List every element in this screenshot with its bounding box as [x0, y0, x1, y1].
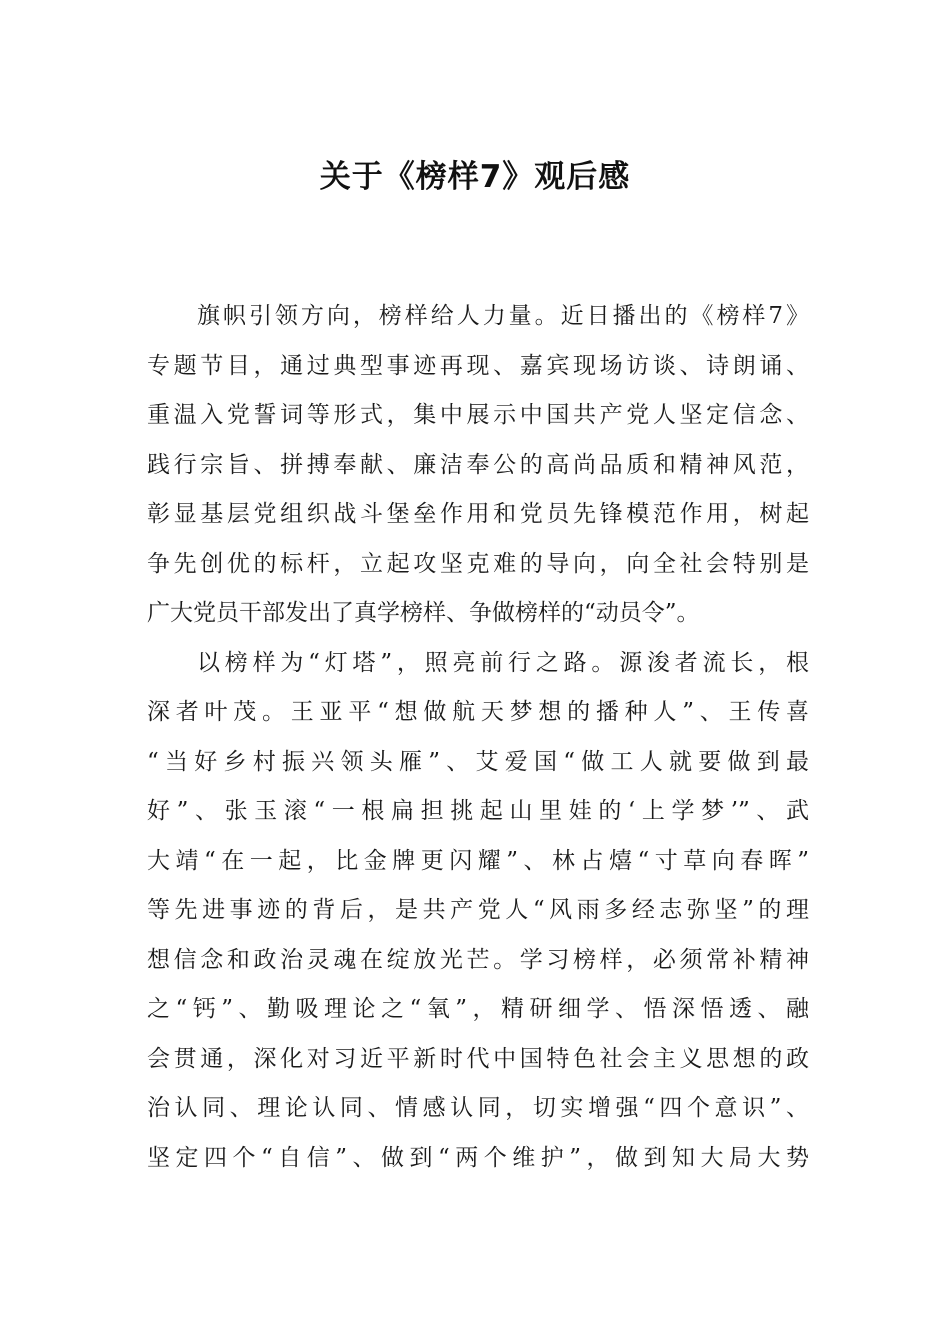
paragraph-line: 之“钙”、勤吸理论之“氧”，精研细学、悟深悟透、融: [147, 996, 809, 1022]
paragraph-line: 践行宗旨、拼搏奉献、廉洁奉公的高尚品质和精神风范，: [147, 451, 809, 478]
paragraph-line: 等先进事迹的背后，是共产党人“风雨多经志弥坚”的理: [147, 897, 809, 923]
paragraph-line: 治认同、理论认同、情感认同，切实增强“四个意识”、: [147, 1095, 809, 1121]
paragraph-line: 重温入党誓词等形式，集中展示中国共产党人坚定信念、: [147, 402, 809, 428]
paragraph-line: 坚定四个“自信”、做到“两个维护”，做到知大局大势: [147, 1144, 809, 1171]
paragraph-line: 彰显基层党组织战斗堡垒作用和党员先锋模范作用，树起: [147, 501, 809, 527]
paragraph-line: 以榜样为“灯塔”，照亮前行之路。源浚者流长，根: [197, 649, 809, 676]
paragraph-line: 深者叶茂。王亚平“想做航天梦想的播种人”、王传喜: [147, 699, 809, 725]
paragraph-line: 争先创优的标杆，立起攻坚克难的导向，向全社会特别是: [147, 550, 809, 577]
document-body: [147, 292, 809, 1183]
paragraph-line: 好”、张玉滚“一根扁担挑起山里娃的‘上学梦’”、武: [147, 798, 809, 824]
paragraph-line: 大靖“在一起，比金牌更闪耀”、林占熺“寸草向春晖”: [147, 847, 809, 874]
paragraph-line: 广大党员干部发出了真学榜样、争做榜样的“动员令”。: [147, 600, 700, 626]
paragraph-line: 会贯通，深化对习近平新时代中国特色社会主义思想的政: [147, 1045, 809, 1072]
paragraph-line: 专题节目，通过典型事迹再现、嘉宾现场访谈、诗朗诵、: [147, 352, 809, 379]
paragraph-line: 旗帜引领方向，榜样给人力量。近日播出的《榜样7》: [197, 303, 809, 329]
paragraph-line: 想信念和政治灵魂在绽放光芒。学习榜样，必须常补精神: [147, 946, 809, 973]
paragraph-line: “当好乡村振兴领头雁”、艾爱国“做工人就要做到最: [147, 748, 809, 775]
document-title: 关于《榜样7》观后感: [319, 159, 631, 195]
